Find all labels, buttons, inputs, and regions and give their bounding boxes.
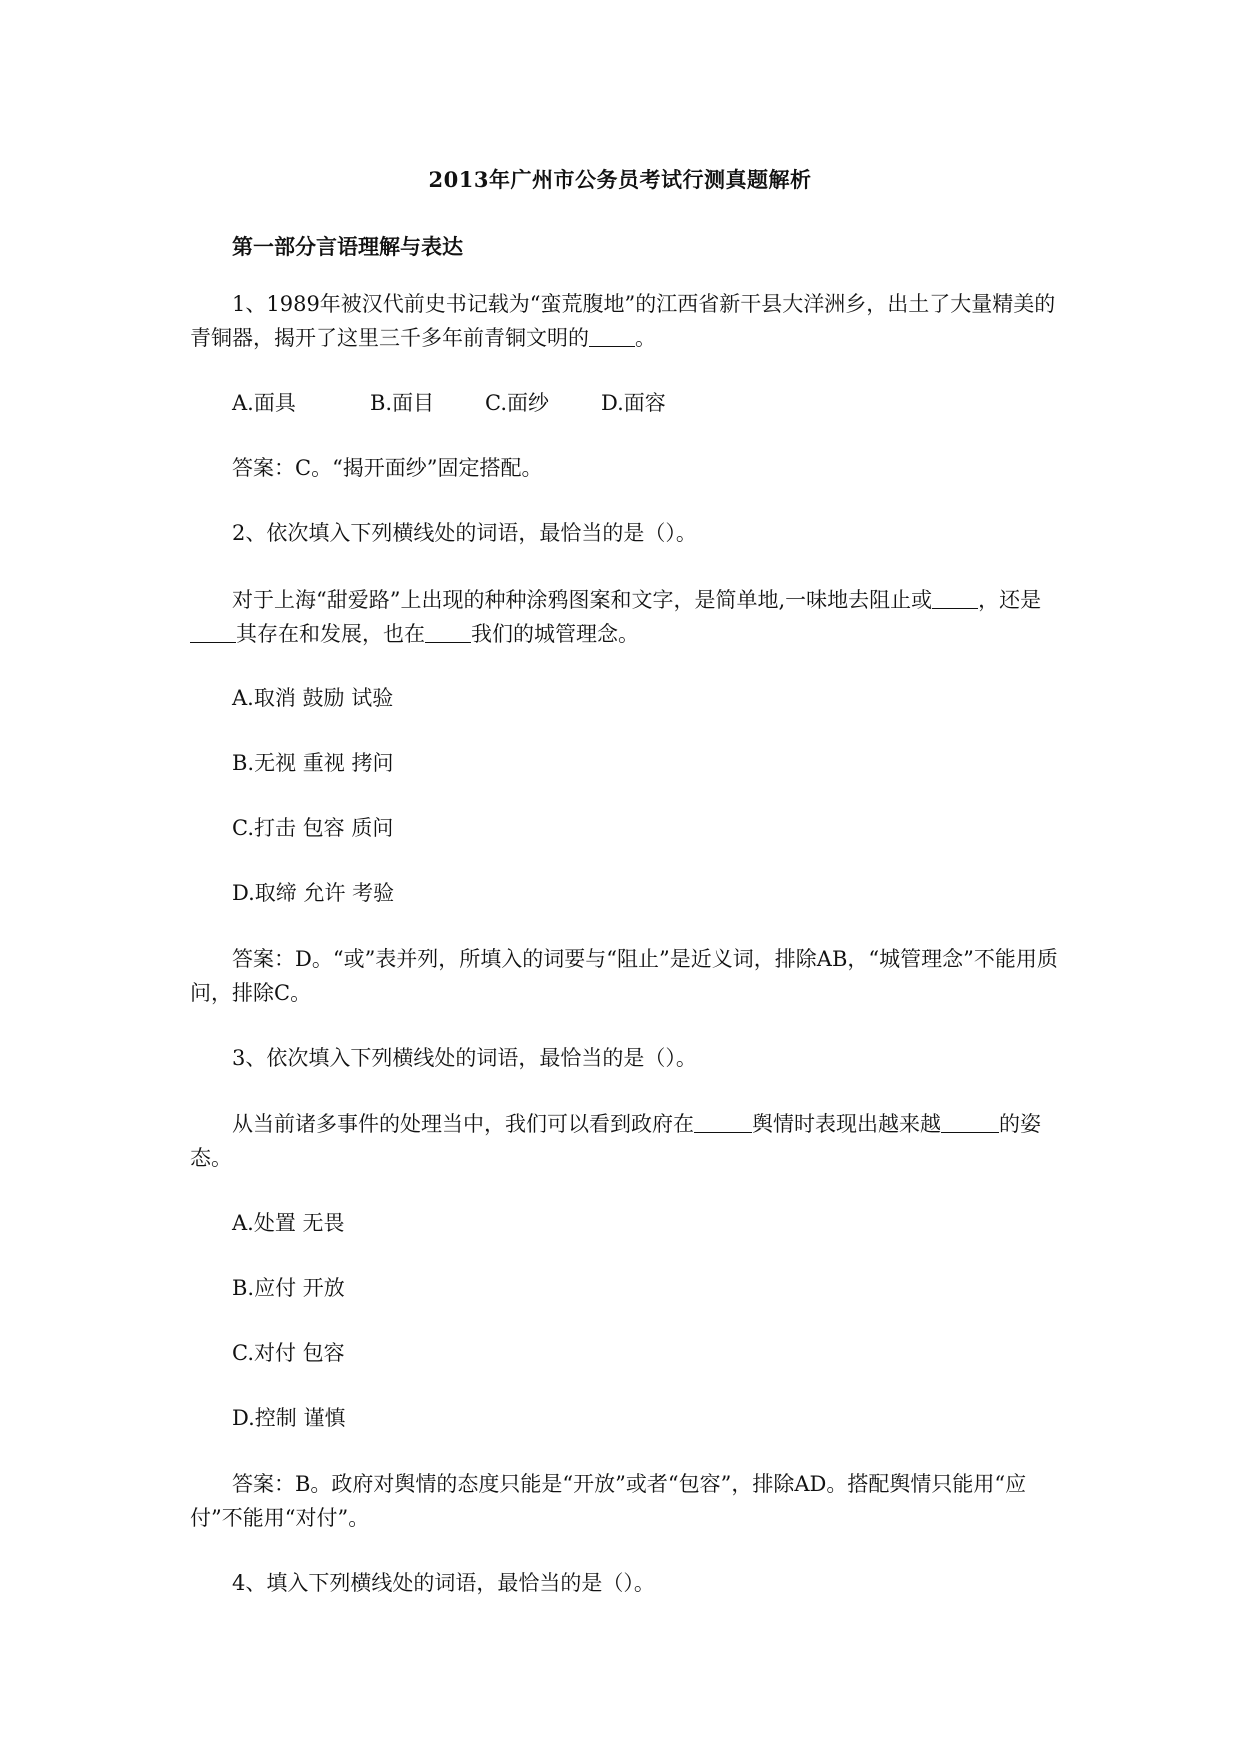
question-3-option-c: C.对付 包容 bbox=[232, 1341, 345, 1365]
fill-blank bbox=[190, 622, 236, 643]
option-c: C.面纱 bbox=[485, 391, 549, 415]
option-a: A.面具 bbox=[232, 391, 296, 415]
fill-blank bbox=[932, 588, 978, 609]
question-2-option-d: D.取缔 允许 考验 bbox=[232, 881, 395, 905]
question-2-stem: 2、依次填入下列横线处的词语，最恰当的是（）。 bbox=[232, 521, 697, 545]
section-heading: 第一部分言语理解与表达 bbox=[232, 234, 463, 259]
question-3-option-a: A.处置 无畏 bbox=[232, 1211, 345, 1235]
question-2-option-a: A.取消 鼓励 试验 bbox=[232, 686, 394, 710]
fill-blank bbox=[694, 1112, 752, 1133]
question-2-text: 对于上海“甜爱路”上出现的种种涂鸦图案和文字，是简单地,一味地去阻止或 ，还是其存在和发展，也在 我们的城管理念。 bbox=[190, 583, 1060, 651]
question-1-answer: 答案：C。“揭开面纱”固定搭配。 bbox=[232, 456, 543, 480]
option-d: D.面容 bbox=[601, 391, 666, 415]
question-3-text: 从当前诸多事件的处理当中，我们可以看到政府在 舆情时表现出越来越 的姿态。 bbox=[190, 1112, 1041, 1170]
question-1-options bbox=[232, 388, 666, 418]
question-3-stem: 3、依次填入下列横线处的词语，最恰当的是（）。 bbox=[232, 1046, 697, 1070]
question-3-option-d: D.控制 谨慎 bbox=[232, 1406, 346, 1430]
fill-blank bbox=[941, 1112, 999, 1133]
document-title: 2013年广州市公务员考试行测真题解析 bbox=[428, 167, 812, 192]
question-1-stem: 1、1989年被汉代前史书记载为“蛮荒腹地”的江西省新干县大洋洲乡，出土了大量精美的青铜器，揭开了这里三千多年前青铜文明的 。 bbox=[190, 292, 1056, 350]
question-3-option-b: B.应付 开放 bbox=[232, 1276, 345, 1300]
question-2-option-c: C.打击 包容 质问 bbox=[232, 816, 394, 840]
fill-blank bbox=[589, 326, 635, 347]
fill-blank bbox=[425, 622, 471, 643]
question-4-stem: 4、填入下列横线处的词语，最恰当的是（）。 bbox=[232, 1571, 655, 1595]
question-3-answer: 答案：B。政府对舆情的态度只能是“开放”或者“包容”，排除AD。搭配舆情只能用“应付”不能用“对付”。 bbox=[190, 1472, 1027, 1530]
option-b: B.面目 bbox=[370, 391, 435, 415]
question-2-answer: 答案：D。“或”表并列，所填入的词要与“阻止”是近义词，排除AB，“城管理念”不能用质问，排除C。 bbox=[190, 947, 1058, 1005]
question-2-option-b: B.无视 重视 拷问 bbox=[232, 751, 394, 775]
